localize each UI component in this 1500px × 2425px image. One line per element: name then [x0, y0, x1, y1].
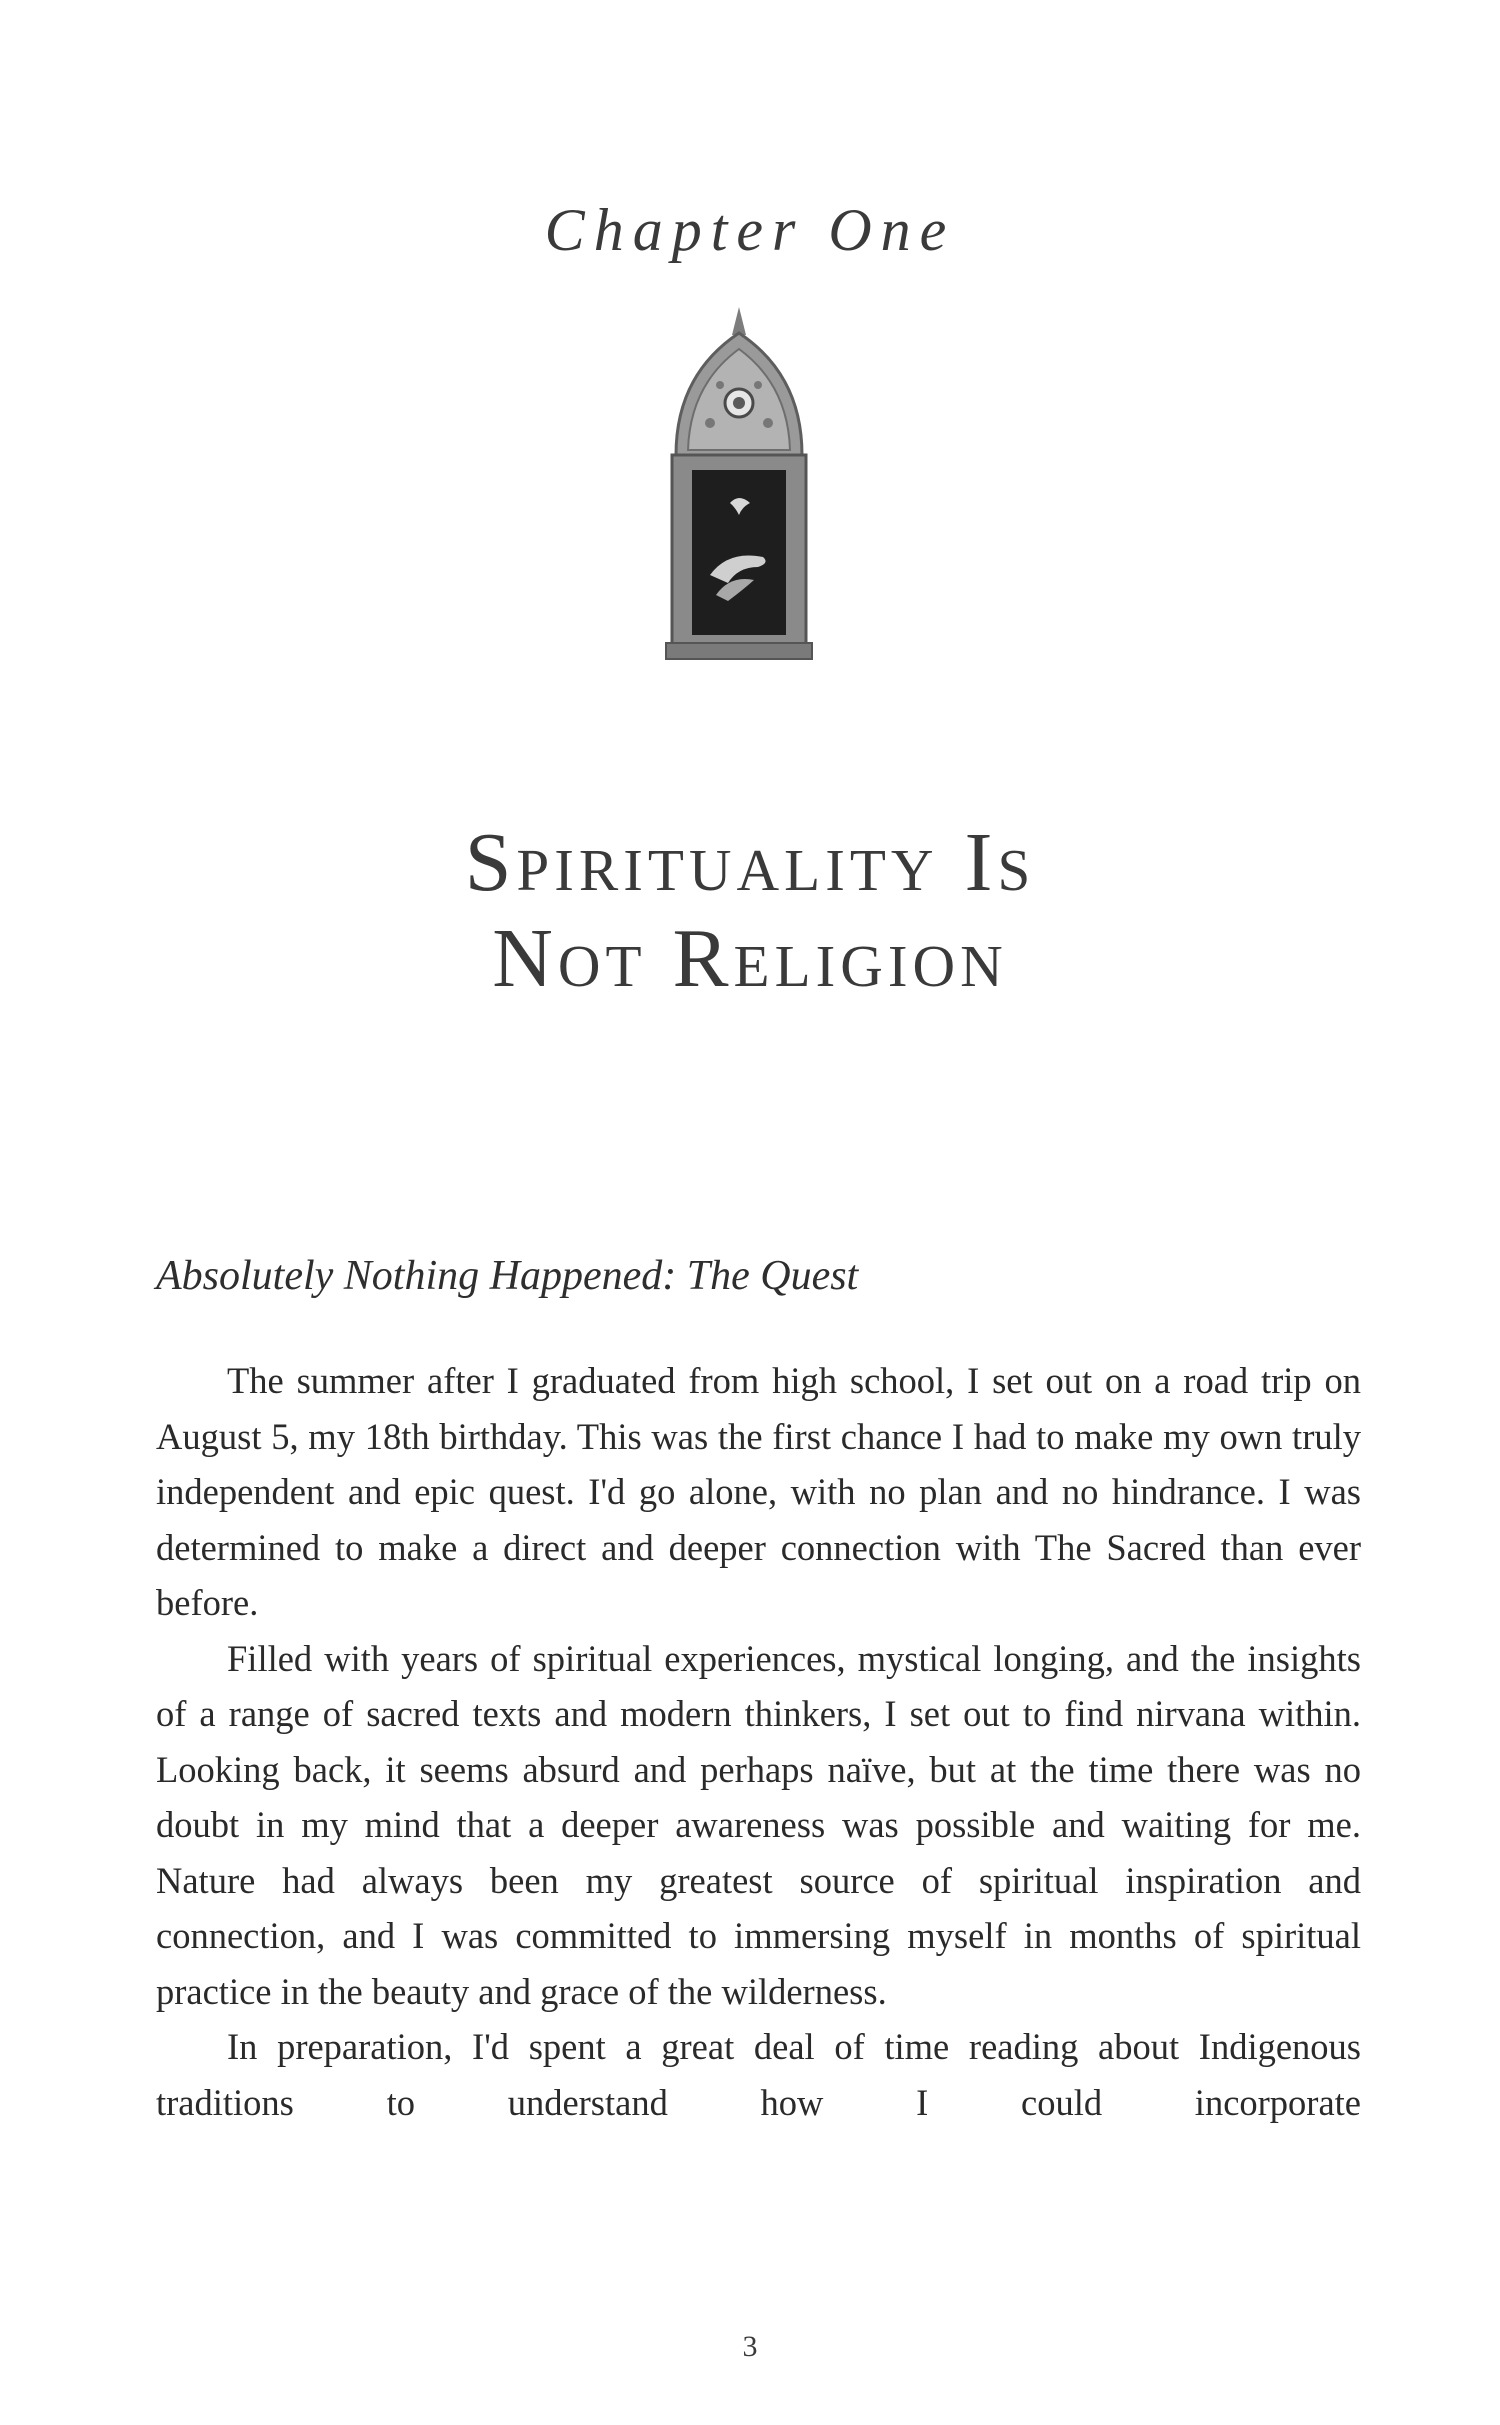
chapter-title-line-1: Spirituality Is	[464, 816, 1036, 909]
chapter-title-line-2: Not Religion	[492, 912, 1008, 1005]
section-heading: Absolutely Nothing Happened: The Quest	[156, 1253, 859, 1299]
page-number: 3	[742, 2330, 758, 2363]
chapter-title	[0, 815, 1500, 1007]
body-text	[156, 1353, 1361, 2130]
chapter-label: Chapter One	[544, 197, 956, 263]
arched-shrine-icon	[658, 305, 820, 665]
paragraph-1: The summer after I graduated from high school, I set out on a road trip on August 5, my 18th birthday. This was the first chance I had to make my own truly independent and epic quest. I'd go alone, with no plan and no hindrance. I was determined to make a direct and deeper connection with The Sacred than ever before.	[156, 1360, 1361, 1623]
paragraph-3: In preparation, I'd spent a great deal of time reading about Indigenous traditions to understand how I could incorporate	[156, 2026, 1361, 2123]
paragraph-2: Filled with years of spiritual experiences, mystical longing, and the insights of a range of sacred texts and modern thinkers, I set out to find nirvana within. Looking back, it seems absurd and perhaps naïve, but at the time there was no doubt in my mind that a deeper awareness was possible and waiting for me. Nature had always been my greatest source of spiritual inspiration and connection, and I was committed to immersing myself in months of spiritual practice in the beauty and grace of the wilderness.	[156, 1637, 1361, 2012]
